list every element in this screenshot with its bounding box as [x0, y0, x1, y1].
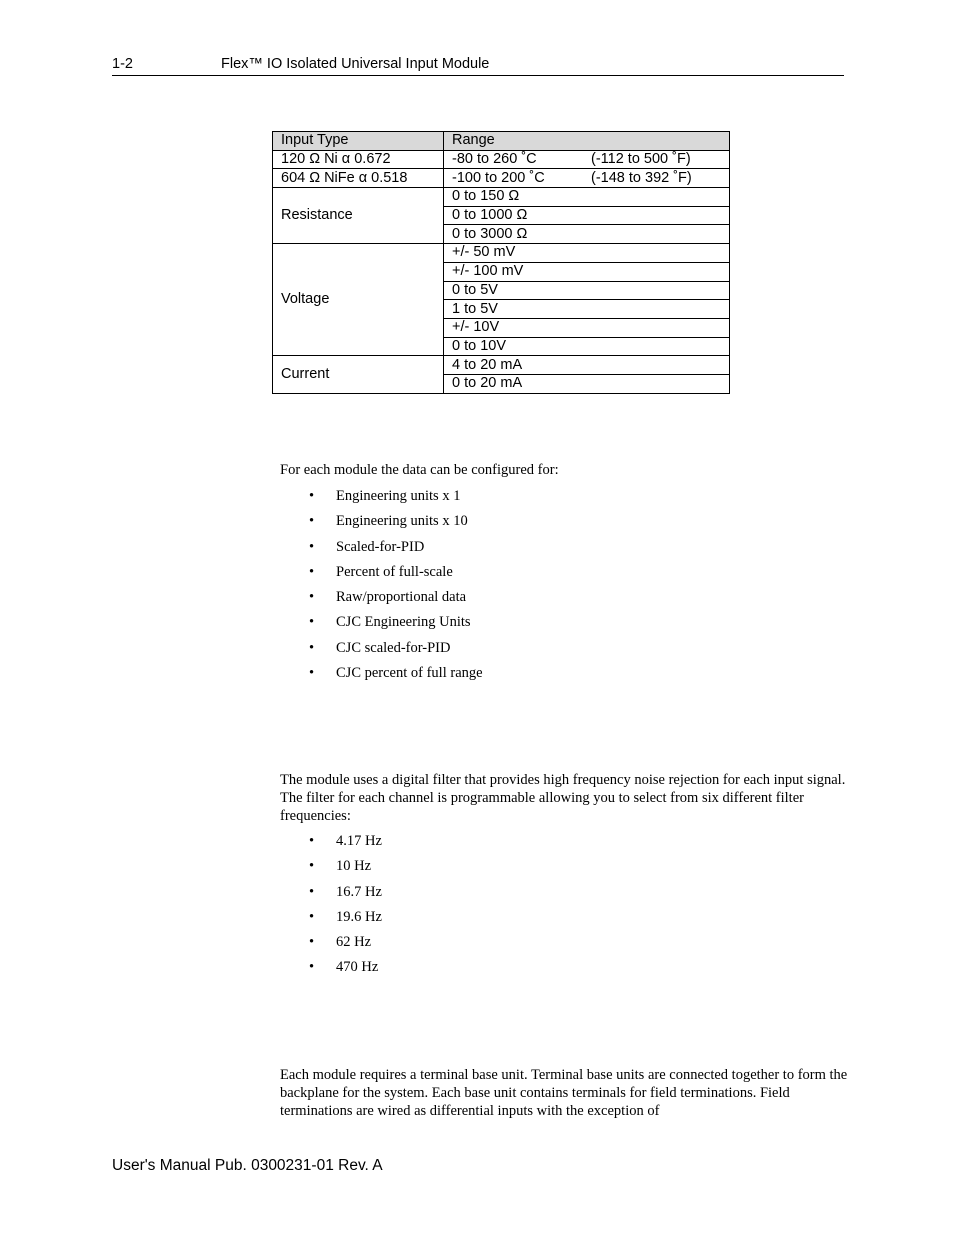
list-item: • CJC percent of full range — [309, 665, 483, 682]
range-cell: 0 to 3000 Ω — [444, 225, 730, 244]
list-item: • Engineering units x 10 — [309, 513, 468, 530]
bullet-icon: • — [309, 858, 315, 875]
range-cell: 0 to 5V — [444, 281, 730, 300]
bullet-icon: • — [309, 883, 315, 900]
filter-intro: The module uses a digital filter that provides high frequency noise rejection for each input signal. The filter for each channel is programmable allowing you to select from six different filter frequencies: — [280, 772, 846, 824]
range-fahrenheit: (-148 to 392 ˚F) — [591, 169, 692, 186]
bullet-icon: • — [309, 639, 315, 656]
table-row — [273, 169, 730, 188]
input-type-cell: 120 Ω Ni α 0.672 — [273, 150, 444, 169]
list-item: • Percent of full-scale — [309, 563, 453, 580]
bullet-icon: • — [309, 513, 315, 530]
input-range-table — [272, 131, 730, 394]
column-header-input-type: Input Type — [273, 132, 444, 151]
list-item: • Engineering units x 1 — [309, 488, 461, 504]
range-cell: 4 to 20 mA — [444, 356, 730, 375]
bullet-icon: • — [309, 833, 315, 849]
list-item: • CJC scaled-for-PID — [309, 639, 451, 656]
bullet-icon: • — [309, 908, 315, 925]
document-title: Flex™ IO Isolated Universal Input Module — [221, 56, 490, 72]
table-row — [273, 244, 730, 263]
bullet-icon: • — [309, 665, 315, 682]
range-cell: +/- 100 mV — [444, 262, 730, 281]
range-cell: 1 to 5V — [444, 300, 730, 319]
list-item: • 16.7 Hz — [309, 883, 382, 900]
filter-frequency-list — [280, 832, 382, 984]
bullet-icon: • — [309, 589, 315, 606]
list-item: • 62 Hz — [309, 934, 372, 951]
data-format-list — [280, 487, 483, 689]
terminal-base-paragraph: Each module requires a terminal base unit. Terminal base units are connected together to form the backplane for the system. Each base unit contains terminals for field terminations. Field terminations are wired as differential inputs with the exception of — [280, 1067, 848, 1119]
input-type-cell: Voltage — [273, 244, 444, 356]
list-item: • 4.17 Hz — [309, 833, 382, 849]
column-header-range: Range — [444, 132, 730, 151]
range-cell: +/- 10V — [444, 318, 730, 337]
list-item: • 470 Hz — [309, 959, 379, 976]
table-row — [273, 356, 730, 375]
list-item: • Scaled-for-PID — [309, 538, 425, 555]
footer-publication: User's Manual Pub. 0300231-01 Rev. A — [112, 1157, 383, 1174]
range-cell — [444, 150, 730, 169]
page-number: 1-2 — [112, 56, 133, 72]
table-header-row — [273, 132, 730, 151]
range-celsius: -100 to 200 ˚C — [452, 169, 545, 186]
range-fahrenheit: (-112 to 500 ˚F) — [591, 151, 691, 168]
bullet-icon: • — [309, 614, 315, 631]
input-type-cell: Resistance — [273, 188, 444, 244]
bullet-icon: • — [309, 934, 315, 951]
table-row — [273, 188, 730, 207]
input-type-cell: 604 Ω NiFe α 0.518 — [273, 169, 444, 188]
data-format-intro: For each module the data can be configured for: — [280, 462, 559, 478]
list-item: • 10 Hz — [309, 858, 372, 875]
range-cell: 0 to 10V — [444, 337, 730, 356]
list-item: • CJC Engineering Units — [309, 614, 471, 631]
table-row — [273, 150, 730, 169]
range-cell: 0 to 150 Ω — [444, 188, 730, 207]
list-item: • Raw/proportional data — [309, 589, 467, 606]
input-type-cell: Current — [273, 356, 444, 393]
range-cell — [444, 169, 730, 188]
bullet-icon: • — [309, 959, 315, 976]
range-cell: 0 to 20 mA — [444, 374, 730, 393]
header-rule — [112, 75, 844, 76]
bullet-icon: • — [309, 488, 315, 504]
range-celsius: -80 to 260 ˚C — [452, 151, 537, 168]
list-item: • 19.6 Hz — [309, 908, 382, 925]
bullet-icon: • — [309, 538, 315, 555]
bullet-icon: • — [309, 563, 315, 580]
range-cell: +/- 50 mV — [444, 244, 730, 263]
range-cell: 0 to 1000 Ω — [444, 206, 730, 225]
